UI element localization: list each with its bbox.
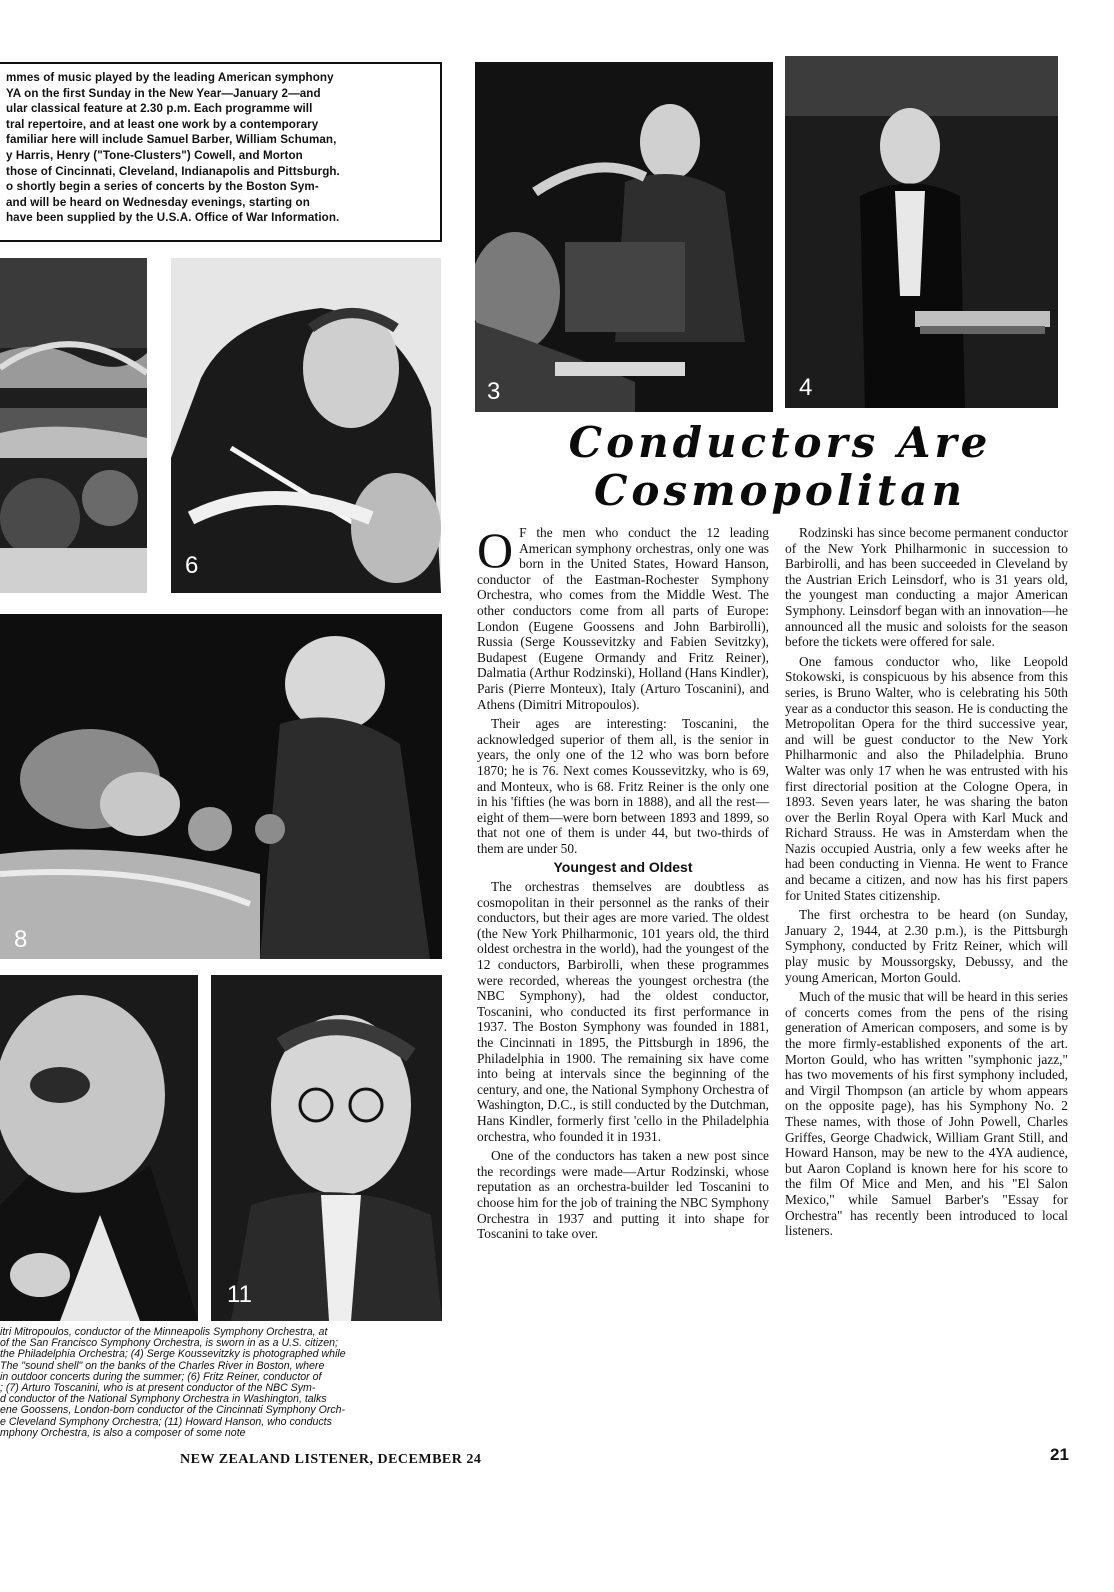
article-paragraph: One famous conductor who, like Leopold Stokowski, is conspicuous by his absence from this series, is Bruno Walter, who is celebrating his 50th year as a conductor this season. He is conducting the Metropolitan Opera for the third successive year, and will be guest conductor to the New York Philharmonic and also the Philadelphia. Bruno Walter was only 17 when he was entrusted with his first directorial position at the Cologne Opera, in 1893. Seven years later, he was sharing the baton over the Berlin Royal Opera with Karl Muck and Richard Strauss. He was in Amsterdam when the Nazis occupied Austria, only a few weeks after he had been conducting in Vienna. He went to France and became a citizen, and now has his first papers for United States citizenship. [785,653,1068,903]
article-paragraph: Rodzinski has since become permanent conductor of the New York Philharmonic in succession to Barbirolli, and has been succeeded in Cleveland by the Austrian Erich Leinsdorf, who is 31 years old, the youngest man conducting a major American Symphony. Leinsdorf began with an innovation—he announced all the music and soloists for the season before the tickets were offered for sale. [785,525,1068,650]
caption-line: of the San Francisco Symphony Orchestra, is sworn in as a U.S. citizen; [0,1338,338,1350]
article-paragraph: Much of the music that will be heard in this series of concerts comes from the pens of the rising generation of American composers, and some is by the more firmly-established exponents of the art. Morton Gould, who has written "symphonic jazz," has two movements of his first symphony included, and Virgil Thompson (an article by whom appears on the opposite page), has his Symphony No. 2 These names, with those of John Powell, Charles Griffes, George Chadwick, William Grant Still, and Howard Hanson, may be new to the 4YA audience, but Aaron Copland is known here for his score to the film Of Mice and Men, and his "El Salon Mexico," while Samuel Barber's "Essay for Orchestra" has recently been introduced to local listeners. [785,989,1068,1239]
intro-line: ular classical feature at 2.30 p.m. Each programme will [6,102,313,116]
photo-number: 11 [227,1281,252,1308]
photo-number: 4 [799,374,813,401]
intro-line: y Harris, Henry ("Tone-Clusters") Cowell, and Morton [6,148,303,162]
caption-line: The "sound shell" on the banks of the Charles River in Boston, where [0,1360,325,1372]
section-subhead: Youngest and Oldest [553,859,693,876]
photo-caption [0,1327,448,1439]
photo-sound-shell [0,258,147,593]
article-paragraph: The first orchestra to be heard (on Sunday, January 2, 1944, at 2.30 p.m.), is the Pittsburgh Symphony, conducted by Fritz Reiner, which will play music by Moussorgsky, Debussy, and the young American, Morton Gould. [785,907,1068,985]
article-column-2 [785,525,1068,1243]
article-paragraph: One of the conductors has taken a new post since the recordings were made—Artur Rodzinski, whose reputation as an orchestra-builder led Toscanini to choose him for the job of training the NBC Symphony Orchestra in 1937 and putting it into shape for Toscanini to take over. [477,1148,769,1242]
intro-line: o shortly begin a series of concerts by the Boston Sym- [6,180,319,194]
photo-hanson [211,975,442,1321]
intro-line: tral repertoire, and at least one work by a contemporary [6,117,319,131]
headline-line-2: Cosmopolitan [594,466,966,515]
photo-reiner [171,258,441,593]
caption-line: in outdoor concerts during the summer; (6) Fritz Reiner, conductor of [0,1371,322,1383]
photo-rodzinski [475,62,773,412]
intro-line: familiar here will include Samuel Barber, William Schuman, [6,133,337,147]
photo-number: 3 [487,378,501,405]
caption-line: the Philadelphia Orchestra; (4) Serge Koussevitzky is photographed while [0,1349,346,1361]
article-column-1 [477,522,769,1246]
article-paragraph: Their ages are interesting: Toscanini, the acknowledged superior of them all, is the senior in years, the only one of the 12 who was born before 1870; he is 76. Next comes Koussevitzky, who is 69, and Monteux, who is 68. Fritz Reiner is the only one in his 'fifties (he was born in 1888), and all the rest—eight of them—were born between 1893 and 1899, so that not one of them is under 44, but two-thirds of them are under 50. [477,716,769,856]
caption-line: d conductor of the National Symphony Orchestra in Washington, talks [0,1394,327,1406]
publication-footer: NEW ZEALAND LISTENER, DECEMBER 24 [180,1452,482,1467]
caption-line: mphony Orchestra, is also a composer of some note [0,1427,246,1439]
drop-cap: O [477,522,514,578]
intro-line: and will be heard on Wednesday evenings, starting on [6,195,310,209]
photo-koussevitzky [785,56,1058,408]
intro-line: have been supplied by the U.S.A. Office of War Information. [6,211,340,225]
photo-toscanini [0,614,442,959]
article-text: F the men who conduct the 12 leading American symphony orchestras, only one was born in the United States, Howard Hanson, conductor of the Eastman-Rochester Symphony Orchestra, who comes from the Middle West. The other conductors come from all parts of Europe: London (Eugene Goossens and John Barbirolli), Russia (Serge Koussevitzky and Fabien Sevitzky), Budapest (Eugene Ormandy and Fritz Reiner), Dalmatia (Arthur Rodzinski), Holland (Hans Kindler), Paris (Pierre Monteux), Italy (Arturo Toscanini), and Athens (Dimitri Mitropoulos). [477,525,769,712]
photo-number: 8 [14,926,28,953]
page-number: 21 [1050,1445,1069,1464]
intro-line: those of Cincinnati, Cleveland, Indianapolis and Pittsburgh. [6,164,340,178]
article-paragraph [477,522,769,712]
caption-line: itri Mitropoulos, conductor of the Minneapolis Symphony Orchestra, at [0,1327,328,1338]
caption-line: ene Goossens, London-born conductor of the Cincinnati Symphony Orch- [0,1405,346,1417]
intro-line: YA on the first Sunday in the New Year—January 2—and [6,86,321,100]
caption-line: ; (7) Arturo Toscanini, who is at present conductor of the NBC Sym- [0,1383,316,1395]
caption-line: e Cleveland Symphony Orchestra; (11) Howard Hanson, who conducts [0,1416,332,1428]
intro-box [0,62,442,242]
headline-line-1: Conductors Are [568,418,992,467]
photo-goossens [0,975,198,1321]
intro-line: mmes of music played by the leading American symphony [6,71,334,84]
article-paragraph: The orchestras themselves are doubtless as cosmopolitan in their personnel as the ranks of their conductors, but their ages are more varied. The oldest (the New York Philharmonic, 101 years old, the third oldest orchestra in the world), had the youngest of the 12 conductors, Barbirolli, when these programmes were recorded, whereas the youngest orchestra (the NBC Symphony), had the oldest conductor, Toscanini, who conducted its first performance in 1937. The Boston Symphony was founded in 1881, the Cincinnati in 1895, the Pittsburgh in 1896, the Philadelphia in 1900. The remaining six have come into being at intervals since the beginning of the century, and one, the National Symphony Orchestra of Washington, D.C., is still conducted by the Dutchman, Hans Kindler, formerly first 'cello in the Philadelphia orchestra, who founded it in 1931. [477,879,769,1144]
photo-number: 6 [185,552,199,579]
